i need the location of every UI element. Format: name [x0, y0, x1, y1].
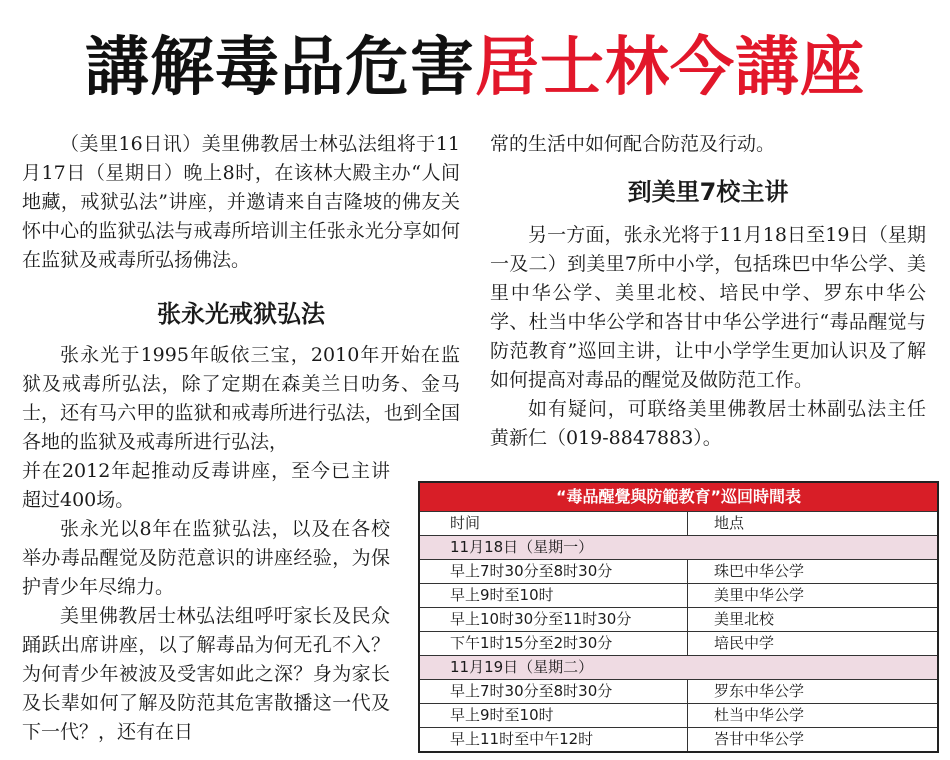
headline-part-1: 講解毒品危害: [85, 31, 475, 105]
table-header-row: [420, 511, 937, 535]
schedule-table-title: “毒品醒覺與防範教育”巡回時間表: [420, 483, 937, 511]
row-place: 美里中华公学: [714, 586, 805, 604]
row-place: 峇甘中华公学: [714, 730, 805, 748]
table-row: [420, 583, 937, 607]
article-column-left: [22, 130, 460, 747]
subheading-zhang: 张永光戒狱弘法: [157, 300, 325, 328]
table-row: [420, 607, 937, 631]
date-row-1: [420, 535, 937, 559]
row-time: 早上11时至中午12时: [420, 728, 688, 751]
table-row: [420, 679, 937, 703]
header-time: 时间: [420, 512, 688, 535]
row-time: 早上7时30分至8时30分: [420, 680, 688, 703]
subheading-schools: 到美里7校主讲: [627, 178, 789, 206]
date-label-2: 11月19日（星期二）: [420, 656, 937, 679]
paragraph-intro: （美里16日讯）美里佛教居士林弘法组将于11月17日（星期日）晚上8时，在该林大殿主办“人间地藏，戒狱弘法”讲座，并邀请来自吉隆坡的佛友关怀中心的监狱弘法与戒毒所培训主任张永光分享如何在监狱及戒毒所弘扬佛法。: [22, 133, 460, 271]
row-place: 美里北校: [714, 610, 775, 628]
paragraph-appeal: 美里佛教居士林弘法组呼吁家长及民众踊跃出席讲座，以了解毒品为何无孔不入？为何青少年被波及受害如此之深？身为家长及长辈如何了解及防范其危害散播这一代及下一代？，还有在日: [22, 605, 390, 743]
row-time: 早上10时30分至11时30分: [420, 608, 688, 631]
headline-part-2: 居士林今講座: [475, 31, 865, 105]
header-place: 地点: [714, 514, 745, 532]
row-place: 杜当中华公学: [714, 706, 805, 724]
row-time: 早上9时至10时: [420, 704, 688, 727]
paragraph-continued: 常的生活中如何配合防范及行动。: [490, 133, 776, 155]
paragraph-zhang-1: 张永光于1995年皈依三宝，2010年开始在监狱及戒毒所弘法，除了定期在森美兰日叻务、金马士，还有马六甲的监狱和戒毒所进行弘法，也到全国各地的监狱及戒毒所进行弘法，: [22, 344, 460, 453]
headline: [0, 28, 950, 108]
paragraph-zhang-1-end: 并在2012年起推动反毒讲座，至今已主讲超过400场。: [22, 460, 390, 511]
row-time: 早上9时至10时: [420, 584, 688, 607]
paragraph-contact: 如有疑问，可联络美里佛教居士林副弘法主任黄新仁（019-8847883）。: [490, 398, 926, 449]
row-time: 早上7时30分至8时30分: [420, 560, 688, 583]
row-place: 珠巴中华公学: [714, 562, 805, 580]
row-place: 罗东中华公学: [714, 682, 805, 700]
table-row: [420, 727, 937, 751]
row-time: 下午1时15分至2时30分: [420, 632, 688, 655]
table-row: [420, 559, 937, 583]
paragraph-schools: 另一方面，张永光将于11月18日至19日（星期一及二）到美里7所中小学，包括珠巴中华公学、美里中华公学、美里北校、培民中学、罗东中华公学、杜当中华公学和峇甘中华公学进行“毒品醒觉与防范教育”巡回主讲，让中小学学生更加认识及了解如何提高对毒品的醒觉及做防范工作。: [490, 224, 926, 391]
paragraph-zhang-2: 张永光以8年在监狱弘法，以及在各校举办毒品醒觉及防范意识的讲座经验，为保护青少年尽绵力。: [22, 518, 390, 598]
table-row: [420, 703, 937, 727]
article-column-right: [490, 130, 926, 453]
date-label-1: 11月18日（星期一）: [420, 536, 937, 559]
schedule-table: [418, 481, 939, 753]
row-place: 培民中学: [714, 634, 775, 652]
date-row-2: [420, 655, 937, 679]
table-row: [420, 631, 937, 655]
